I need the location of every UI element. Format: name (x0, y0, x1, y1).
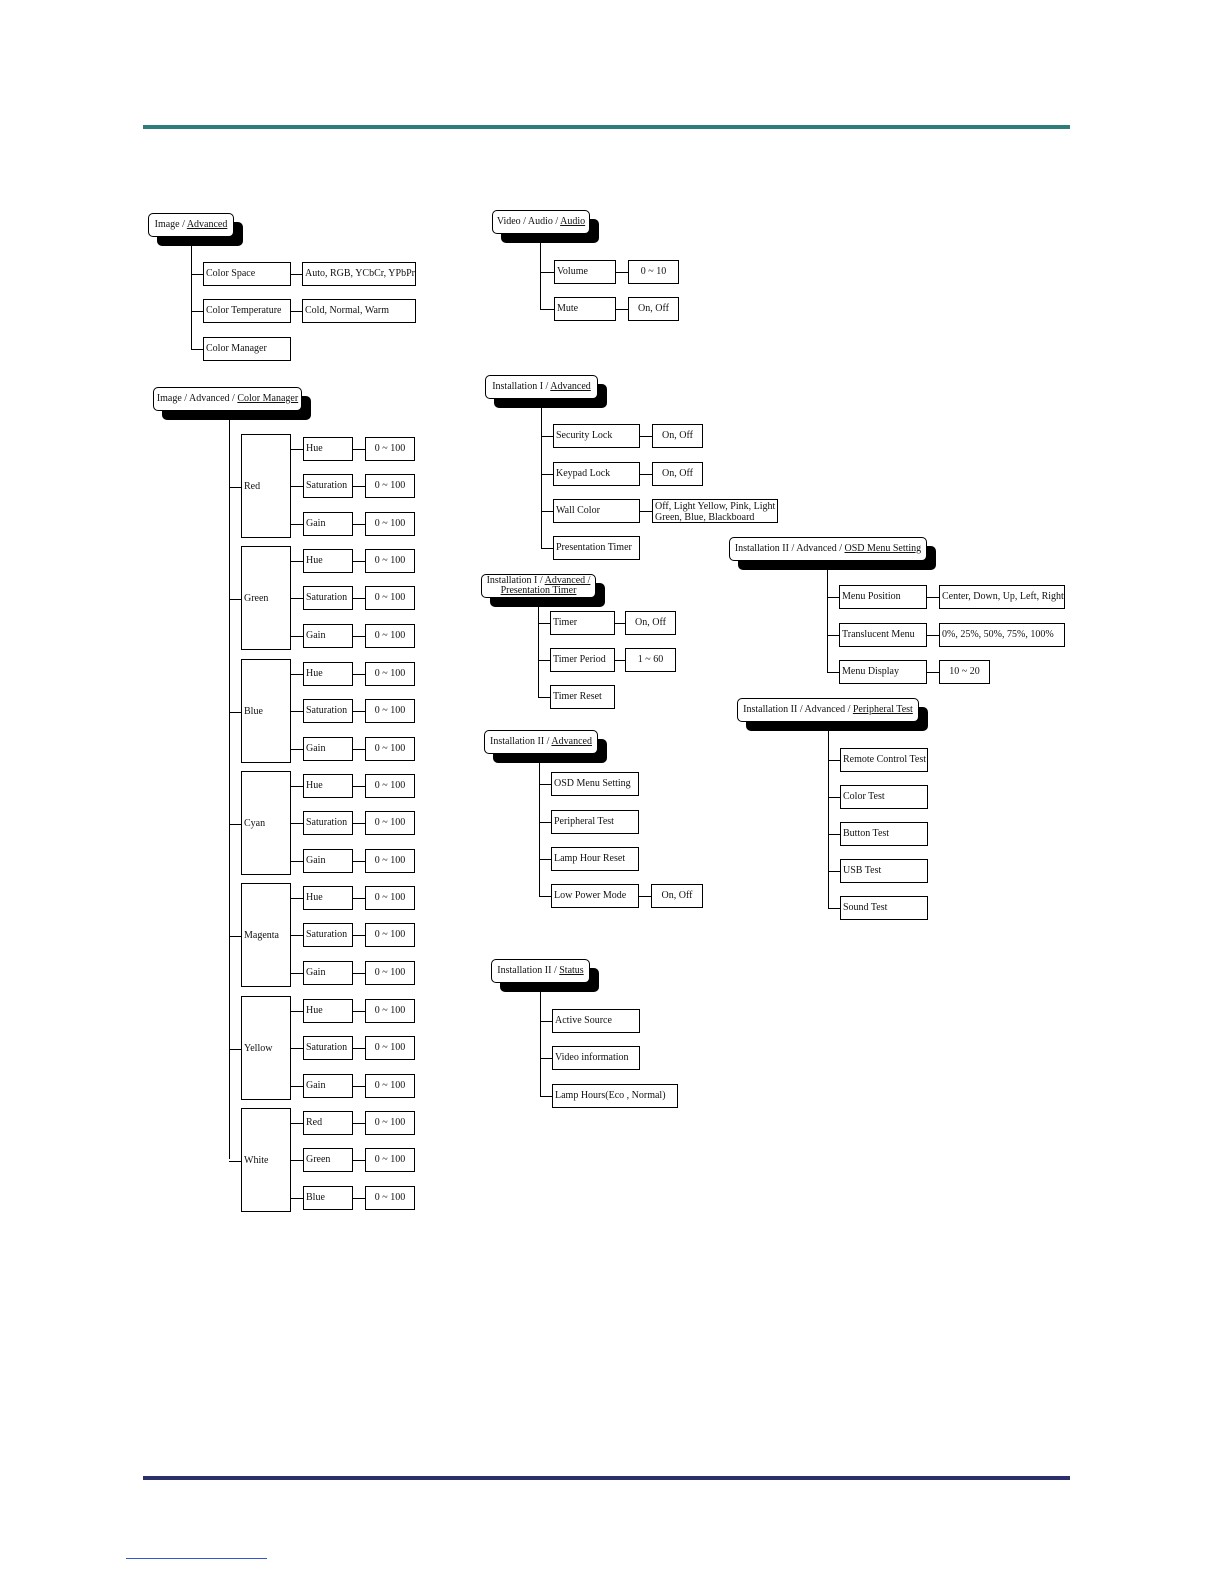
color-yellow-hue-item: Hue (303, 999, 353, 1023)
menu-item-translucent-menu: Translucent Menu (839, 623, 927, 647)
color-manager-header: Image / Advanced / Color Manager (153, 387, 302, 411)
color-group-green: Green (241, 546, 291, 650)
color-magenta-saturation-range: 0 ~ 100 (365, 923, 415, 947)
color-yellow-gain-range: 0 ~ 100 (365, 1074, 415, 1098)
option-wall-color: Off, Light Yellow, Pink, Light Green, Blue, Blackboard (652, 499, 778, 523)
menu-item-osd-menu-setting: OSD Menu Setting (551, 772, 639, 796)
osd-menu-header: Installation II / Advanced / OSD Menu Setting (729, 537, 927, 561)
color-magenta-gain-range: 0 ~ 100 (365, 961, 415, 985)
menu-item-timer: Timer (550, 611, 615, 635)
color-white-blue-range: 0 ~ 100 (365, 1186, 415, 1210)
menu-item-video-information: Video information (552, 1046, 640, 1070)
color-green-gain-range: 0 ~ 100 (365, 624, 415, 648)
color-group-red: Red (241, 434, 291, 538)
color-blue-saturation-range: 0 ~ 100 (365, 699, 415, 723)
menu-item-color-test: Color Test (840, 785, 928, 809)
color-red-saturation-item: Saturation (303, 474, 353, 498)
color-cyan-hue-item: Hue (303, 774, 353, 798)
inst1-advanced-header: Installation I / Advanced (485, 375, 598, 399)
color-green-hue-range: 0 ~ 100 (365, 549, 415, 573)
color-magenta-hue-item: Hue (303, 886, 353, 910)
color-white-green-range: 0 ~ 100 (365, 1148, 415, 1172)
color-green-hue-item: Hue (303, 549, 353, 573)
menu-item-low-power-mode: Low Power Mode (551, 884, 639, 908)
footer-link-underline (126, 1558, 267, 1559)
color-red-gain-range: 0 ~ 100 (365, 512, 415, 536)
option-timer: On, Off (625, 611, 676, 635)
color-cyan-saturation-item: Saturation (303, 811, 353, 835)
option-translucent-menu: 0%, 25%, 50%, 75%, 100% (939, 623, 1065, 647)
color-group-magenta: Magenta (241, 883, 291, 987)
header-rule (143, 125, 1070, 129)
color-white-red-item: Red (303, 1111, 353, 1135)
image-advanced-header: Image / Advanced (148, 213, 234, 237)
menu-item-timer-reset: Timer Reset (550, 685, 615, 709)
color-blue-gain-range: 0 ~ 100 (365, 737, 415, 761)
option-menu-position: Center, Down, Up, Left, Right (939, 585, 1065, 609)
color-white-green-item: Green (303, 1148, 353, 1172)
menu-item-color-manager: Color Manager (203, 337, 291, 361)
menu-item-mute: Mute (554, 297, 616, 321)
inst2-status-header: Installation II / Status (491, 959, 590, 983)
color-blue-saturation-item: Saturation (303, 699, 353, 723)
color-red-gain-item: Gain (303, 512, 353, 536)
option-timer-period: 1 ~ 60 (625, 648, 676, 672)
menu-item-active-source: Active Source (552, 1009, 640, 1033)
color-cyan-gain-range: 0 ~ 100 (365, 849, 415, 873)
color-group-yellow: Yellow (241, 996, 291, 1100)
footer-rule (143, 1476, 1070, 1480)
menu-item-usb-test: USB Test (840, 859, 928, 883)
option-low-power-mode: On, Off (651, 884, 703, 908)
menu-item-keypad-lock: Keypad Lock (553, 462, 640, 486)
option-color-space: Auto, RGB, YCbCr, YPbPr (302, 262, 416, 286)
menu-item-peripheral-test: Peripheral Test (551, 810, 639, 834)
color-yellow-saturation-item: Saturation (303, 1036, 353, 1060)
color-red-saturation-range: 0 ~ 100 (365, 474, 415, 498)
menu-item-volume: Volume (554, 260, 616, 284)
option-color-temperature: Cold, Normal, Warm (302, 299, 416, 323)
menu-item-lamp-hour-reset: Lamp Hour Reset (551, 847, 639, 871)
color-yellow-hue-range: 0 ~ 100 (365, 999, 415, 1023)
color-green-saturation-item: Saturation (303, 586, 353, 610)
option-menu-display: 10 ~ 20 (939, 660, 990, 684)
menu-item-color-temperature: Color Temperature (203, 299, 291, 323)
inst2-advanced-header: Installation II / Advanced (484, 730, 598, 754)
menu-item-lamp-hours: Lamp Hours(Eco , Normal) (552, 1084, 678, 1108)
color-group-blue: Blue (241, 659, 291, 763)
menu-item-wall-color: Wall Color (553, 499, 640, 523)
peripheral-test-header: Installation II / Advanced / Peripheral Test (737, 698, 919, 722)
color-yellow-saturation-range: 0 ~ 100 (365, 1036, 415, 1060)
menu-item-security-lock: Security Lock (553, 424, 640, 448)
color-white-blue-item: Blue (303, 1186, 353, 1210)
color-cyan-gain-item: Gain (303, 849, 353, 873)
menu-item-timer-period: Timer Period (550, 648, 615, 672)
color-magenta-gain-item: Gain (303, 961, 353, 985)
audio-header: Video / Audio / Audio (492, 210, 590, 234)
color-green-saturation-range: 0 ~ 100 (365, 586, 415, 610)
color-magenta-hue-range: 0 ~ 100 (365, 886, 415, 910)
menu-item-menu-position: Menu Position (839, 585, 927, 609)
menu-item-sound-test: Sound Test (840, 896, 928, 920)
menu-item-menu-display: Menu Display (839, 660, 927, 684)
color-cyan-saturation-range: 0 ~ 100 (365, 811, 415, 835)
color-blue-hue-range: 0 ~ 100 (365, 662, 415, 686)
color-yellow-gain-item: Gain (303, 1074, 353, 1098)
color-white-red-range: 0 ~ 100 (365, 1111, 415, 1135)
option-volume: 0 ~ 10 (628, 260, 679, 284)
color-group-cyan: Cyan (241, 771, 291, 875)
menu-item-presentation-timer: Presentation Timer (553, 536, 640, 560)
color-cyan-hue-range: 0 ~ 100 (365, 774, 415, 798)
option-security-lock: On, Off (652, 424, 703, 448)
color-red-hue-range: 0 ~ 100 (365, 437, 415, 461)
color-green-gain-item: Gain (303, 624, 353, 648)
menu-item-remote-control-test: Remote Control Test (840, 748, 928, 772)
option-mute: On, Off (628, 297, 679, 321)
color-blue-gain-item: Gain (303, 737, 353, 761)
presentation-timer-header: Installation I / Advanced / Presentation Timer (481, 574, 596, 598)
option-keypad-lock: On, Off (652, 462, 703, 486)
color-magenta-saturation-item: Saturation (303, 923, 353, 947)
color-group-white: White (241, 1108, 291, 1212)
menu-item-button-test: Button Test (840, 822, 928, 846)
color-blue-hue-item: Hue (303, 662, 353, 686)
menu-item-color-space: Color Space (203, 262, 291, 286)
color-red-hue-item: Hue (303, 437, 353, 461)
